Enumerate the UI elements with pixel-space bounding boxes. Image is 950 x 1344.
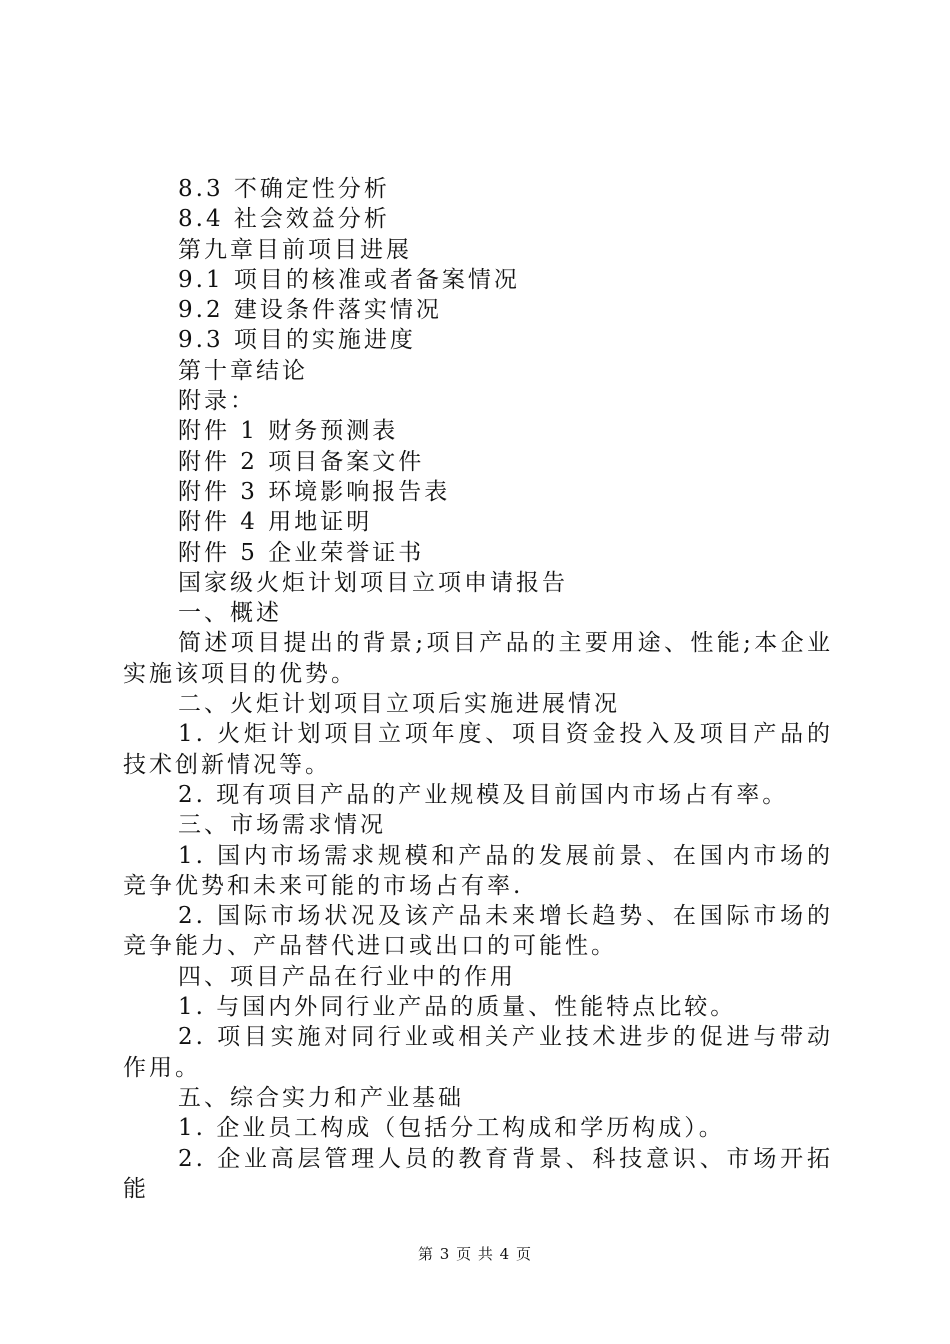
paragraph: 2. 项目实施对同行业或相关产业技术进步的促进与带动作用。 (123, 1024, 833, 1081)
section-heading: 一、概述 (178, 600, 282, 627)
appendix-heading: 附录： (178, 388, 256, 415)
paragraph: 1. 企业员工构成（包括分工构成和学历构成）。 (178, 1115, 725, 1142)
toc-item: 9.1 项目的核准或者备案情况 (178, 266, 520, 293)
section-heading: 五、综合实力和产业基础 (178, 1084, 464, 1111)
appendix-item: 附件 3 环境影响报告表 (178, 478, 451, 505)
document-body (123, 174, 833, 1204)
page-number-footer: 第 3 页 共 4 页 (418, 1245, 532, 1263)
chapter-heading: 第十章结论 (178, 357, 308, 384)
appendix-item: 附件 5 企业荣誉证书 (178, 539, 425, 566)
section-heading: 四、项目产品在行业中的作用 (178, 963, 516, 990)
toc-item: 8.4 社会效益分析 (178, 206, 390, 233)
paragraph: 2. 现有项目产品的产业规模及目前国内市场占有率。 (178, 781, 789, 808)
toc-item: 9.3 项目的实施进度 (178, 327, 416, 354)
paragraph: 1. 与国内外同行业产品的质量、性能特点比较。 (178, 994, 737, 1021)
paragraph: 1. 火炬计划项目立项年度、项目资金投入及项目产品的技术创新情况等。 (123, 721, 833, 778)
appendix-item: 附件 4 用地证明 (178, 509, 373, 536)
paragraph: 2. 国际市场状况及该产品未来增长趋势、在国际市场的竞争能力、产品替代进口或出口的可能性。 (123, 903, 833, 960)
toc-item: 8.3 不确定性分析 (178, 176, 390, 202)
paragraph: 简述项目提出的背景;项目产品的主要用途、性能;本企业实施该项目的优势。 (123, 630, 833, 687)
toc-item: 9.2 建设条件落实情况 (178, 297, 442, 324)
section-heading: 二、火炬计划项目立项后实施进展情况 (178, 691, 620, 718)
appendix-item: 附件 1 财务预测表 (178, 418, 399, 445)
report-title: 国家级火炬计划项目立项申请报告 (178, 569, 568, 596)
paragraph: 2. 企业高层管理人员的教育背景、科技意识、市场开拓能 (123, 1145, 833, 1202)
paragraph: 1. 国内市场需求规模和产品的发展前景、在国内市场的竞争优势和未来可能的市场占有率. (123, 842, 833, 899)
section-heading: 三、市场需求情况 (178, 812, 386, 839)
chapter-heading: 第九章目前项目进展 (178, 236, 412, 263)
appendix-item: 附件 2 项目备案文件 (178, 448, 425, 475)
